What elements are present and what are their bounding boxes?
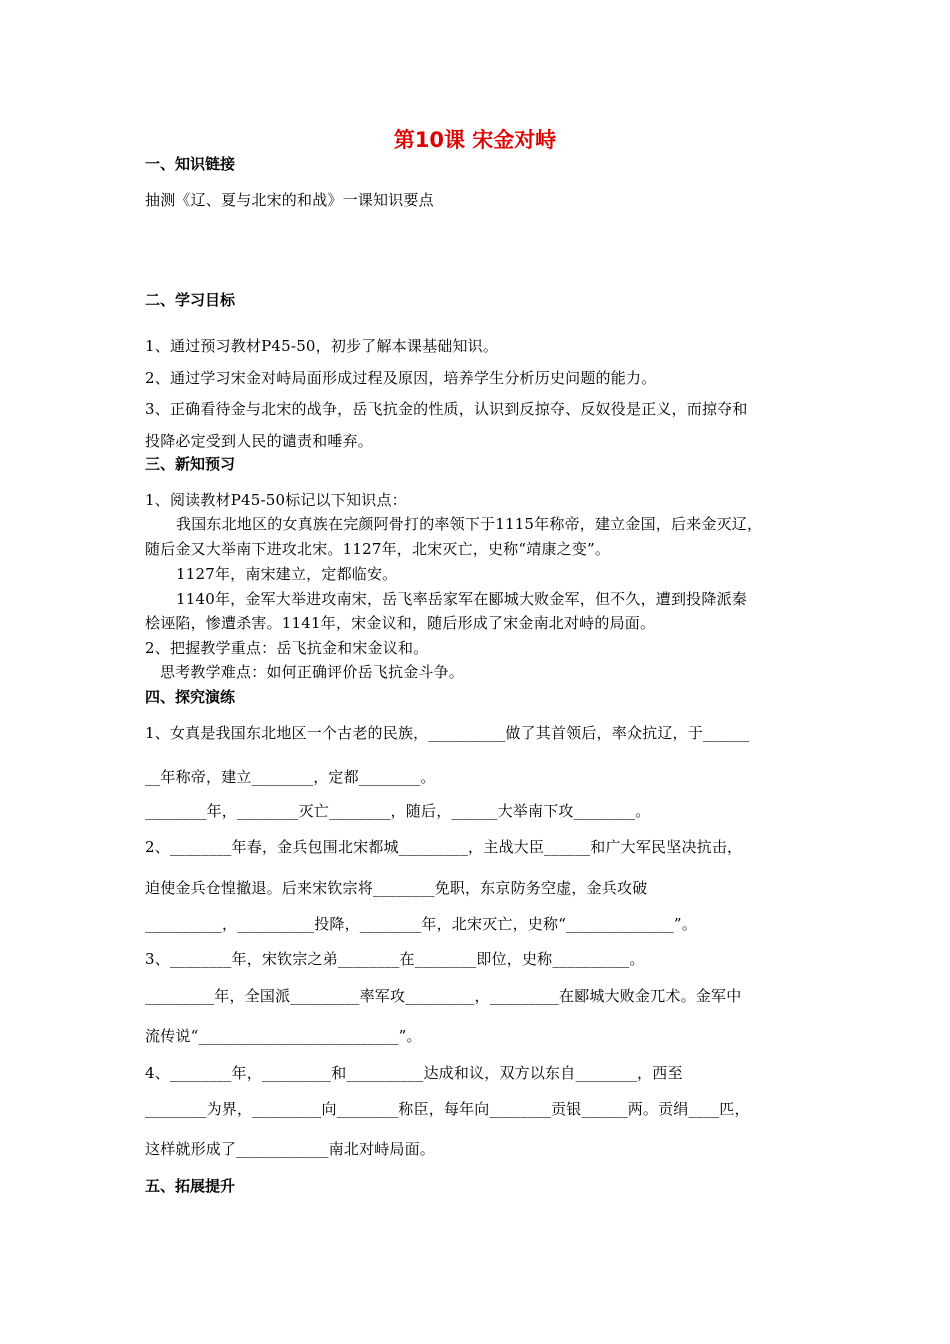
paragraph-line: 3、正确看待金与北宋的战争，岳飞抗金的性质，认识到反掠夺、反奴役是正义，而掠夺和 — [145, 400, 748, 418]
page-title: 第10课 宋金对峙 — [393, 128, 557, 152]
paragraph-line: 1、阅读教材P45-50标记以下知识点： — [145, 491, 407, 509]
question-line: 4、________年，_________和__________达成和议，双方以东自________，西至 — [145, 1064, 683, 1082]
paragraph-line: 抽测《辽、夏与北宋的和战》一课知识要点 — [145, 191, 434, 209]
paragraph-line: 2、把握教学重点：岳飞抗金和宋金议和。 — [145, 639, 429, 657]
question-line: 流传说“__________________________”。 — [145, 1027, 422, 1045]
section-heading-preview: 三、新知预习 — [145, 455, 236, 473]
paragraph-line: 1140年，金军大举进攻南宋，岳飞率岳家军在郾城大败金军，但不久，遭到投降派秦 — [176, 590, 747, 608]
paragraph-line: 2、通过学习宋金对峙局面形成过程及原因，培养学生分析历史问题的能力。 — [145, 369, 657, 387]
paragraph-line: 桧诬陷，惨遭杀害。1141年，宋金议和，随后形成了宋金南北对峙的局面。 — [145, 614, 656, 632]
paragraph-line: 思考教学难点：如何正确评价岳飞抗金斗争。 — [160, 663, 465, 681]
question-line: 1、女真是我国东北地区一个古老的民族，__________做了其首领后，率众抗辽，于______ — [145, 724, 750, 742]
section-heading-exercises: 四、探究演练 — [145, 688, 236, 706]
question-line: _________年，全国派_________率军攻_________，_________在郾城大败金兀术。金军中 — [145, 987, 742, 1005]
question-line: ________为界，_________向________称臣，每年向________贡银______两。贡绢____匹， — [145, 1100, 750, 1118]
question-line: __________，__________投降，________年，北宋灭亡，史称“______________”。 — [145, 915, 697, 933]
question-line: 迫使金兵仓惶撤退。后来宋钦宗将________免职，东京防务空虚，金兵攻破 — [145, 879, 648, 897]
paragraph-line: 投降必定受到人民的谴责和唾弃。 — [145, 432, 374, 450]
paragraph-line: 1127年，南宋建立，定都临安。 — [176, 565, 398, 583]
question-line: ________年，________灭亡________，随后，______大举南下攻________。 — [145, 802, 651, 820]
question-line: __年称帝，建立________，定都________。 — [145, 768, 436, 786]
section-heading-extension: 五、拓展提升 — [145, 1177, 236, 1195]
section-heading-learning-goals: 二、学习目标 — [145, 291, 236, 309]
paragraph-line: 我国东北地区的女真族在完颜阿骨打的率领下于1115年称帝，建立金国，后来金灭辽， — [176, 515, 763, 533]
paragraph-line: 随后金又大举南下进攻北宋。1127年，北宋灭亡，史称“靖康之变”。 — [145, 540, 611, 558]
section-heading-knowledge-link: 一、知识链接 — [145, 155, 236, 173]
question-line: 2、________年春，金兵包围北宋都城_________，主战大臣______和广大军民坚决抗击， — [145, 838, 743, 856]
question-line: 3、________年，宋钦宗之弟________在________即位，史称__________。 — [145, 950, 645, 968]
question-line: 这样就形成了____________南北对峙局面。 — [145, 1140, 436, 1158]
paragraph-line: 1、通过预习教材P45-50，初步了解本课基础知识。 — [145, 337, 499, 355]
